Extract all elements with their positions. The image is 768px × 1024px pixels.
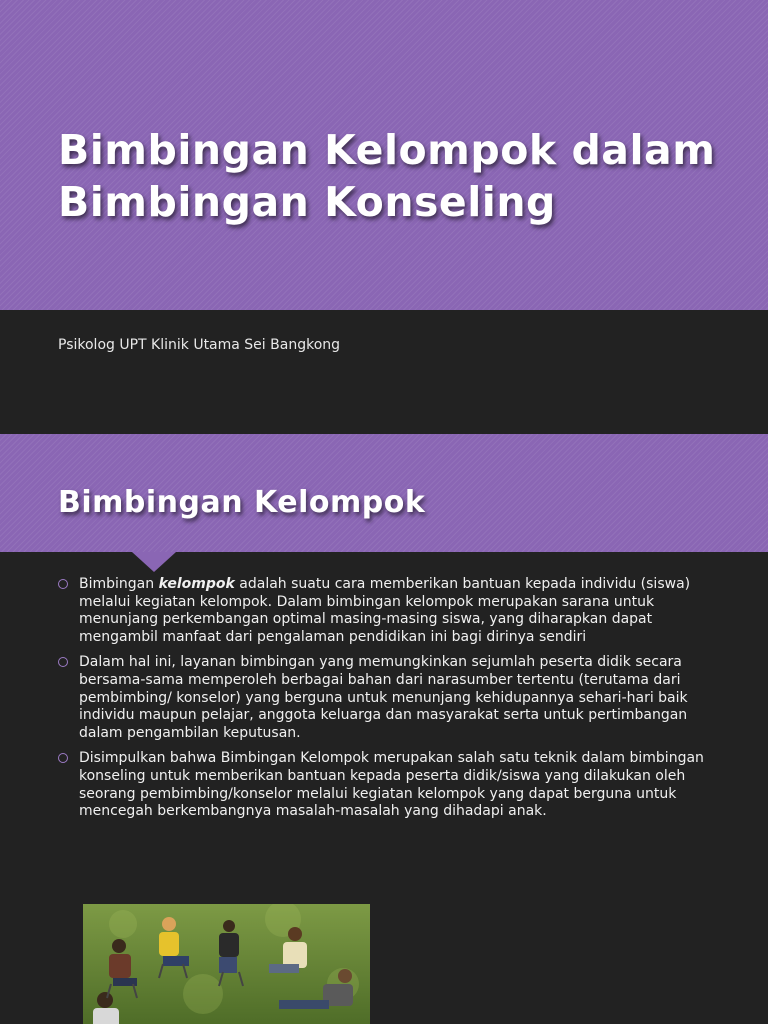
bullet-text-pre: Bimbingan	[79, 576, 159, 592]
group-counseling-photo	[83, 904, 370, 1024]
band-notch	[132, 552, 176, 572]
bullet-text: Disimpulkan bahwa Bimbingan Kelompok merupakan salah satu teknik dalam bimbingan konseling untuk memberikan bantuan kepada peserta didik/siswa yang dilakukan oleh seorang pembimbing/konselor melalui kegiatan kelompok yang dapat berguna untuk mencegah berkembangnya masalah-masalah yang dihadapi anak.	[79, 750, 704, 820]
bullet-text: Dalam hal ini, layanan bimbingan yang memungkinkan sejumlah peserta didik secara bersama-sama memperoleh berbagai bahan dari narasumber tertentu (terutama dari pembimbing/ konselor) yang berguna untuk menunjang kehidupannya sehari-hari baik individu maupun pelajar, anggota keluarga dan masyarakat serta untuk pertimbangan dalam pengambilan keputusan.	[79, 654, 688, 741]
slide-2-title: Bimbingan Kelompok	[58, 485, 426, 520]
slide-1-title: Bimbingan Kelompok dalam Bimbingan Konseling	[58, 126, 716, 226]
bullet-circle-icon	[58, 753, 68, 763]
bullet-item	[58, 576, 718, 646]
slide-1-subtitle: Psikolog UPT Klinik Utama Sei Bangkong	[58, 337, 341, 353]
group-photo-illustration	[83, 904, 370, 1024]
bullet-circle-icon	[58, 657, 68, 667]
bullet-text-emph: kelompok	[158, 576, 235, 592]
bullet-item	[58, 750, 718, 820]
bullet-item	[58, 654, 718, 742]
bullet-text-post: adalah suatu cara memberikan bantuan kepada individu (siswa) melalui kegiatan kelompok. Dalam bimbingan kelompok merupakan sarana untuk menunjang perkembangan optimal masing-masing siswa, yang diharapkan dapat mengambil manfaat dari pengalaman pendidikan ini bagi dirinya sendiri	[79, 576, 691, 645]
bullet-circle-icon	[58, 579, 68, 589]
bullet-list	[58, 576, 718, 829]
slide-1-body	[0, 310, 768, 434]
